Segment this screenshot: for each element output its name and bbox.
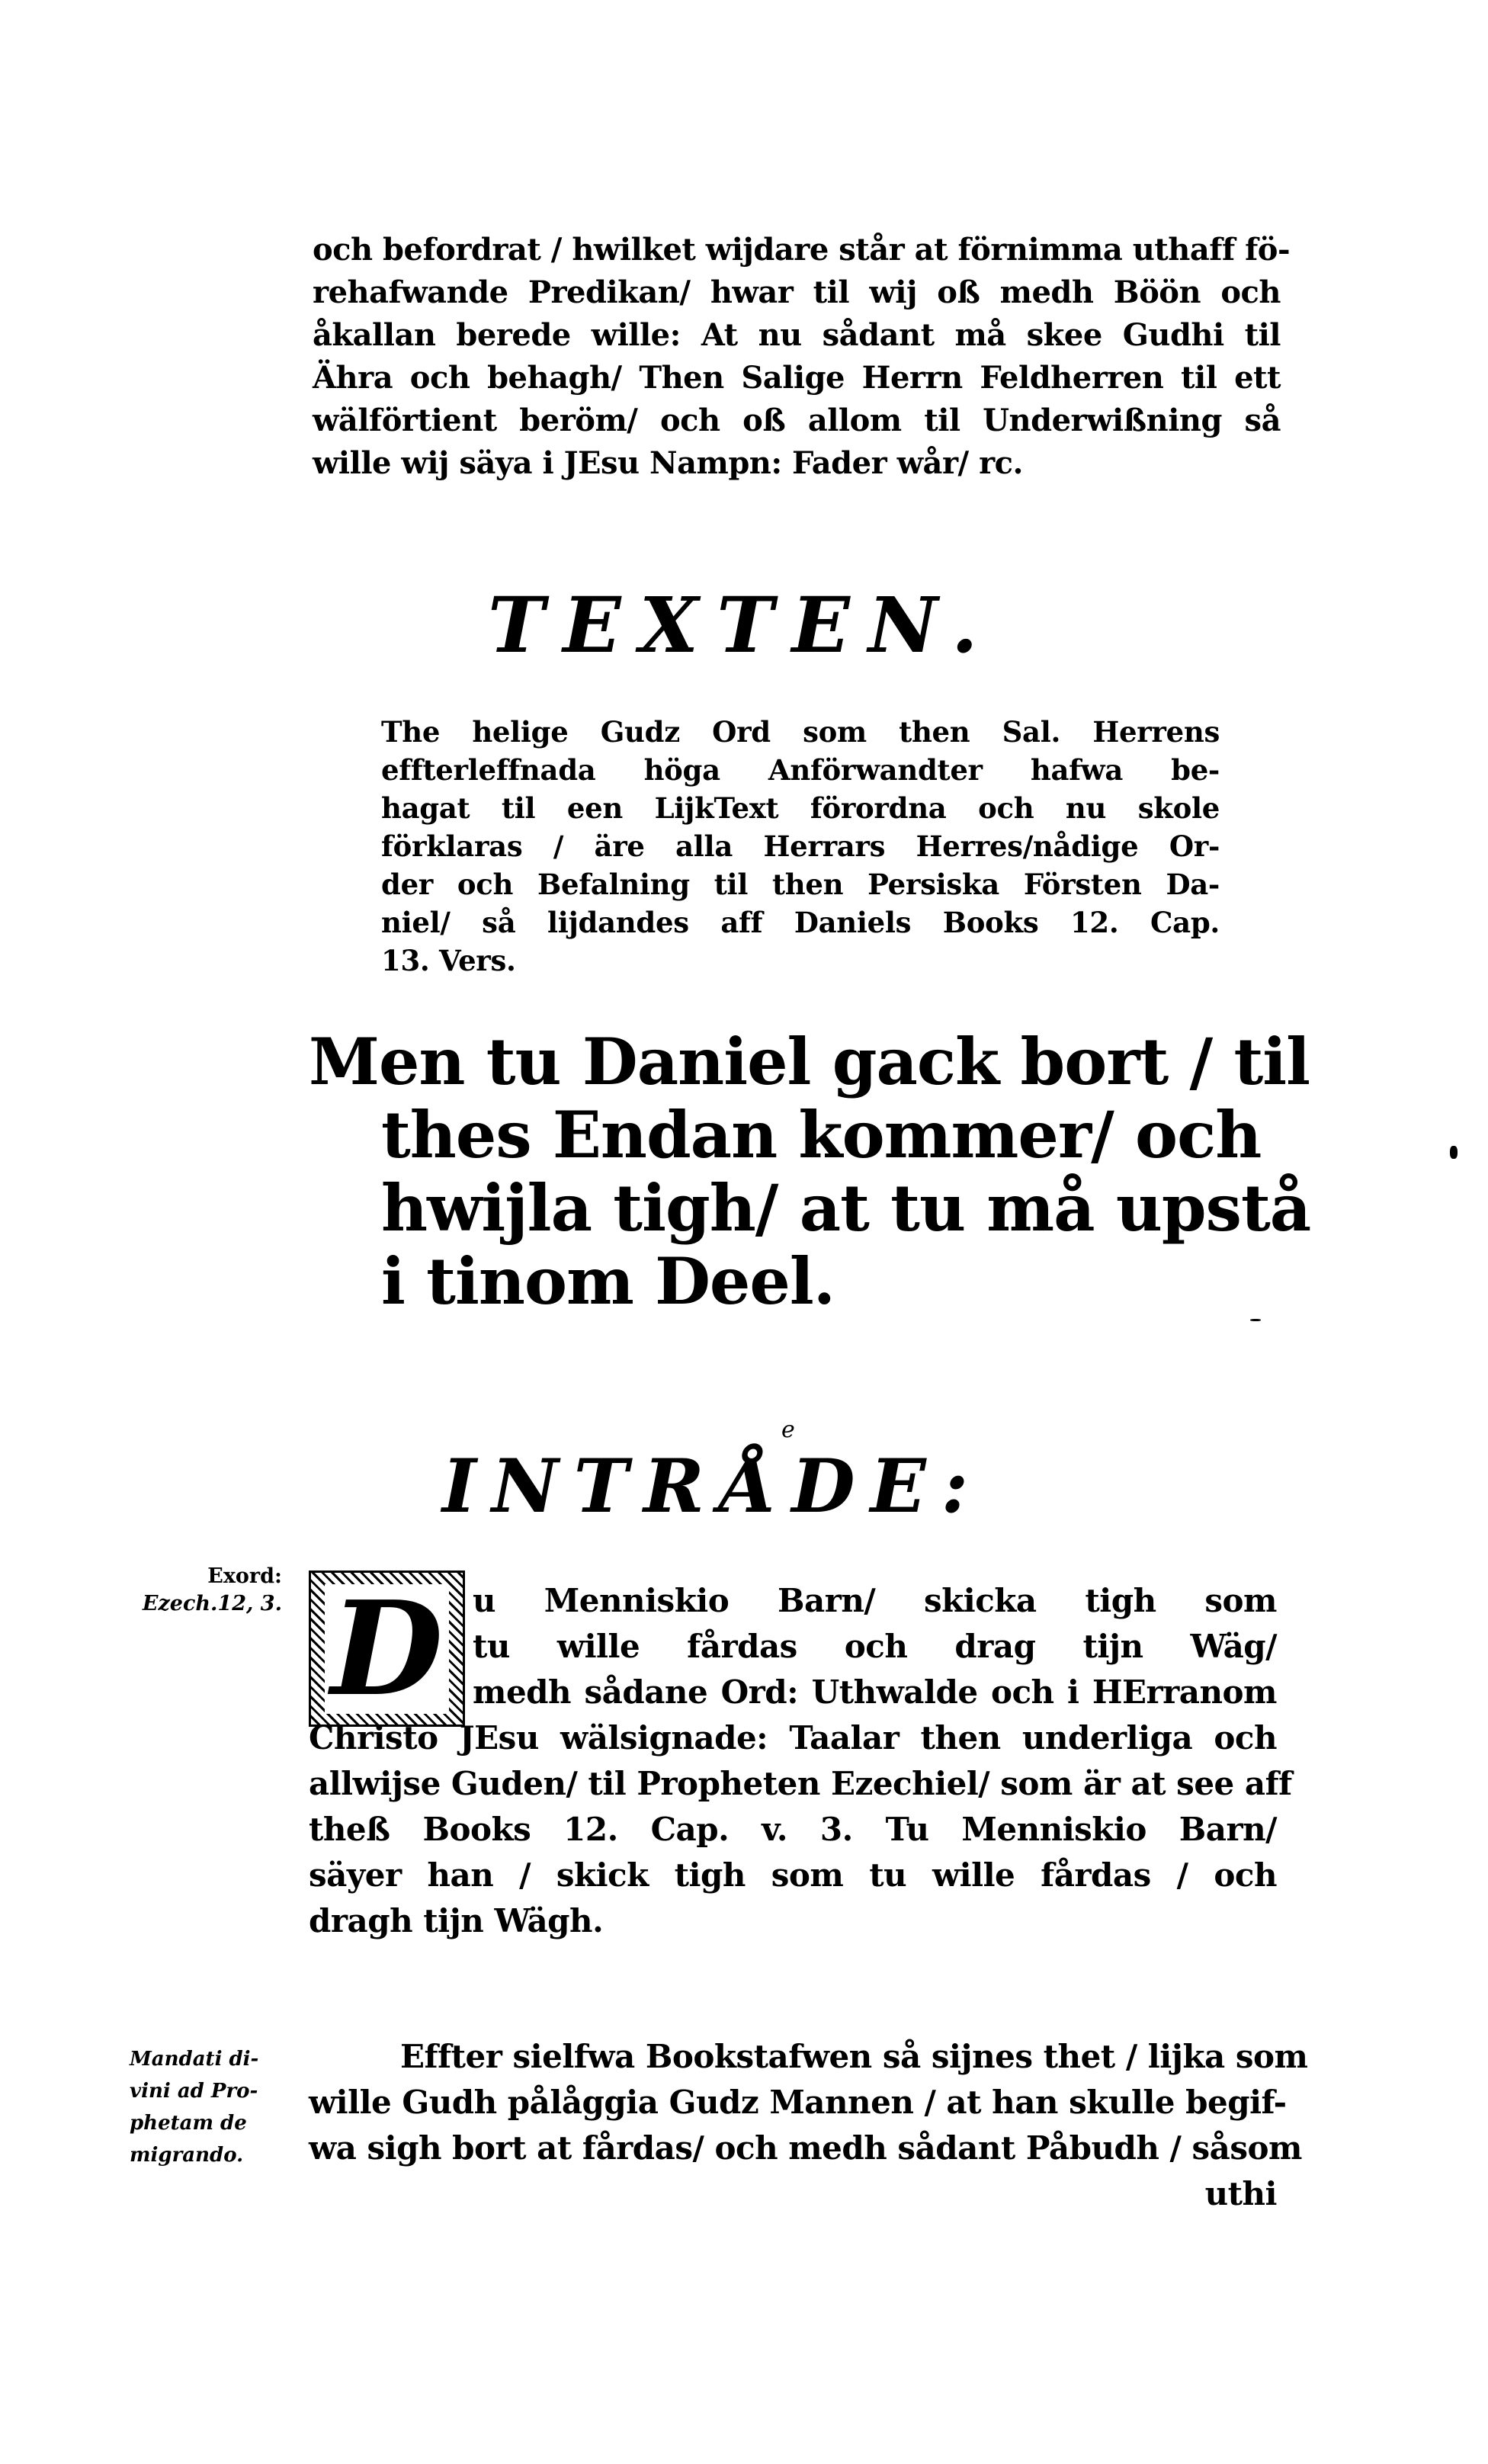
text-line: wa sigh bort at fårdas/ och medh sådant Påbudh / såsom bbox=[309, 2129, 1302, 2167]
text-introduction-paragraph bbox=[381, 713, 1220, 980]
scripture-verse bbox=[309, 1024, 1311, 1319]
section-heading-entry: INTRÅDE: bbox=[442, 1443, 984, 1529]
text-line: effterleffnada höga Anförwandter hafwa be- bbox=[381, 753, 1220, 787]
second-paragraph bbox=[309, 2034, 1308, 2217]
text-line: förklaras / äre alla Herrars Herres/nådige Or- bbox=[381, 829, 1220, 863]
text-line: medh sådane Ord: Uthwalde och i HErranom bbox=[473, 1673, 1277, 1711]
catchword: uthi bbox=[1204, 2175, 1277, 2212]
text-line: dragh tijn Wägh. bbox=[309, 1902, 604, 1939]
margin-note-exordium bbox=[130, 1563, 282, 1618]
margin-line: migrando. bbox=[130, 2144, 244, 2167]
text-line: hagat til een LijkText förordna och nu skole bbox=[381, 791, 1220, 825]
text-line: Christo JEsu wälsignade: Taalar then underliga och bbox=[309, 1719, 1277, 1757]
section-heading-texten: TEXTEN. bbox=[488, 580, 996, 670]
margin-note-mandate bbox=[130, 2043, 282, 2171]
entry-paragraph bbox=[309, 1578, 1292, 1944]
text-line: niel/ så lijdandes aff Daniels Books 12. Cap. bbox=[381, 906, 1220, 939]
verse-line: thes Endan kommer/ och bbox=[381, 1097, 1262, 1173]
text-line: u Menniskio Barn/ skicka tigh som bbox=[473, 1582, 1277, 1619]
margin-exordium-label: Exord: bbox=[207, 1564, 282, 1588]
text-line: rehafwande Predikan/ hwar til wij oß medh Böön och bbox=[313, 274, 1281, 310]
ink-speck bbox=[1450, 1146, 1458, 1159]
margin-line: phetam de bbox=[130, 2112, 247, 2135]
margin-line: vini ad Pro- bbox=[130, 2080, 258, 2103]
text-line: och befordrat / hwilket wijdare står at förnimma uthaff fö- bbox=[313, 232, 1291, 268]
verse-line: Men tu Daniel gack bort / til bbox=[309, 1024, 1310, 1099]
margin-line: Mandati di- bbox=[130, 2048, 259, 2071]
text-line: wälförtient beröm/ och oß allom til Underwißning så bbox=[313, 403, 1281, 438]
text-line: der och Befalning til then Persiska Försten Da- bbox=[381, 868, 1220, 901]
text-line: The helige Gudz Ord som then Sal. Herrens bbox=[381, 715, 1220, 749]
text-line: åkallan berede wille: At nu sådant må skee Gudhi til bbox=[313, 317, 1281, 353]
text-line: theß Books 12. Cap. v. 3. Tu Menniskio Barn/ bbox=[309, 1811, 1277, 1848]
ink-speck bbox=[1250, 1319, 1261, 1321]
text-line: allwijse Guden/ til Propheten Ezechiel/ som är at see aff bbox=[309, 1765, 1292, 1802]
intro-paragraph bbox=[313, 229, 1291, 485]
margin-exordium-reference: Ezech.12, 3. bbox=[142, 1592, 282, 1615]
drop-cap-letter: D bbox=[325, 1584, 449, 1714]
accent-mark: e bbox=[781, 1416, 795, 1443]
verse-line: hwijla tigh/ at tu må upstå bbox=[381, 1170, 1311, 1246]
verse-line: i tinom Deel. bbox=[381, 1243, 835, 1319]
text-line: tu wille fårdas och drag tijn Wäg/ bbox=[473, 1628, 1277, 1665]
text-line: Ähra och behagh/ Then Salige Herrn Feldherren til ett bbox=[313, 360, 1281, 396]
text-line: wille wij säya i JEsu Nampn: Fader wår/ rc. bbox=[313, 445, 1023, 481]
text-line: wille Gudh pålåggia Gudz Mannen / at han skulle begif- bbox=[309, 2084, 1287, 2121]
text-line: 13. Vers. bbox=[381, 944, 516, 977]
text-line: Effter sielfwa Bookstafwen så sijnes thet / lijka som bbox=[400, 2038, 1308, 2075]
text-line: säyer han / skick tigh som tu wille fårdas / och bbox=[309, 1856, 1277, 1894]
